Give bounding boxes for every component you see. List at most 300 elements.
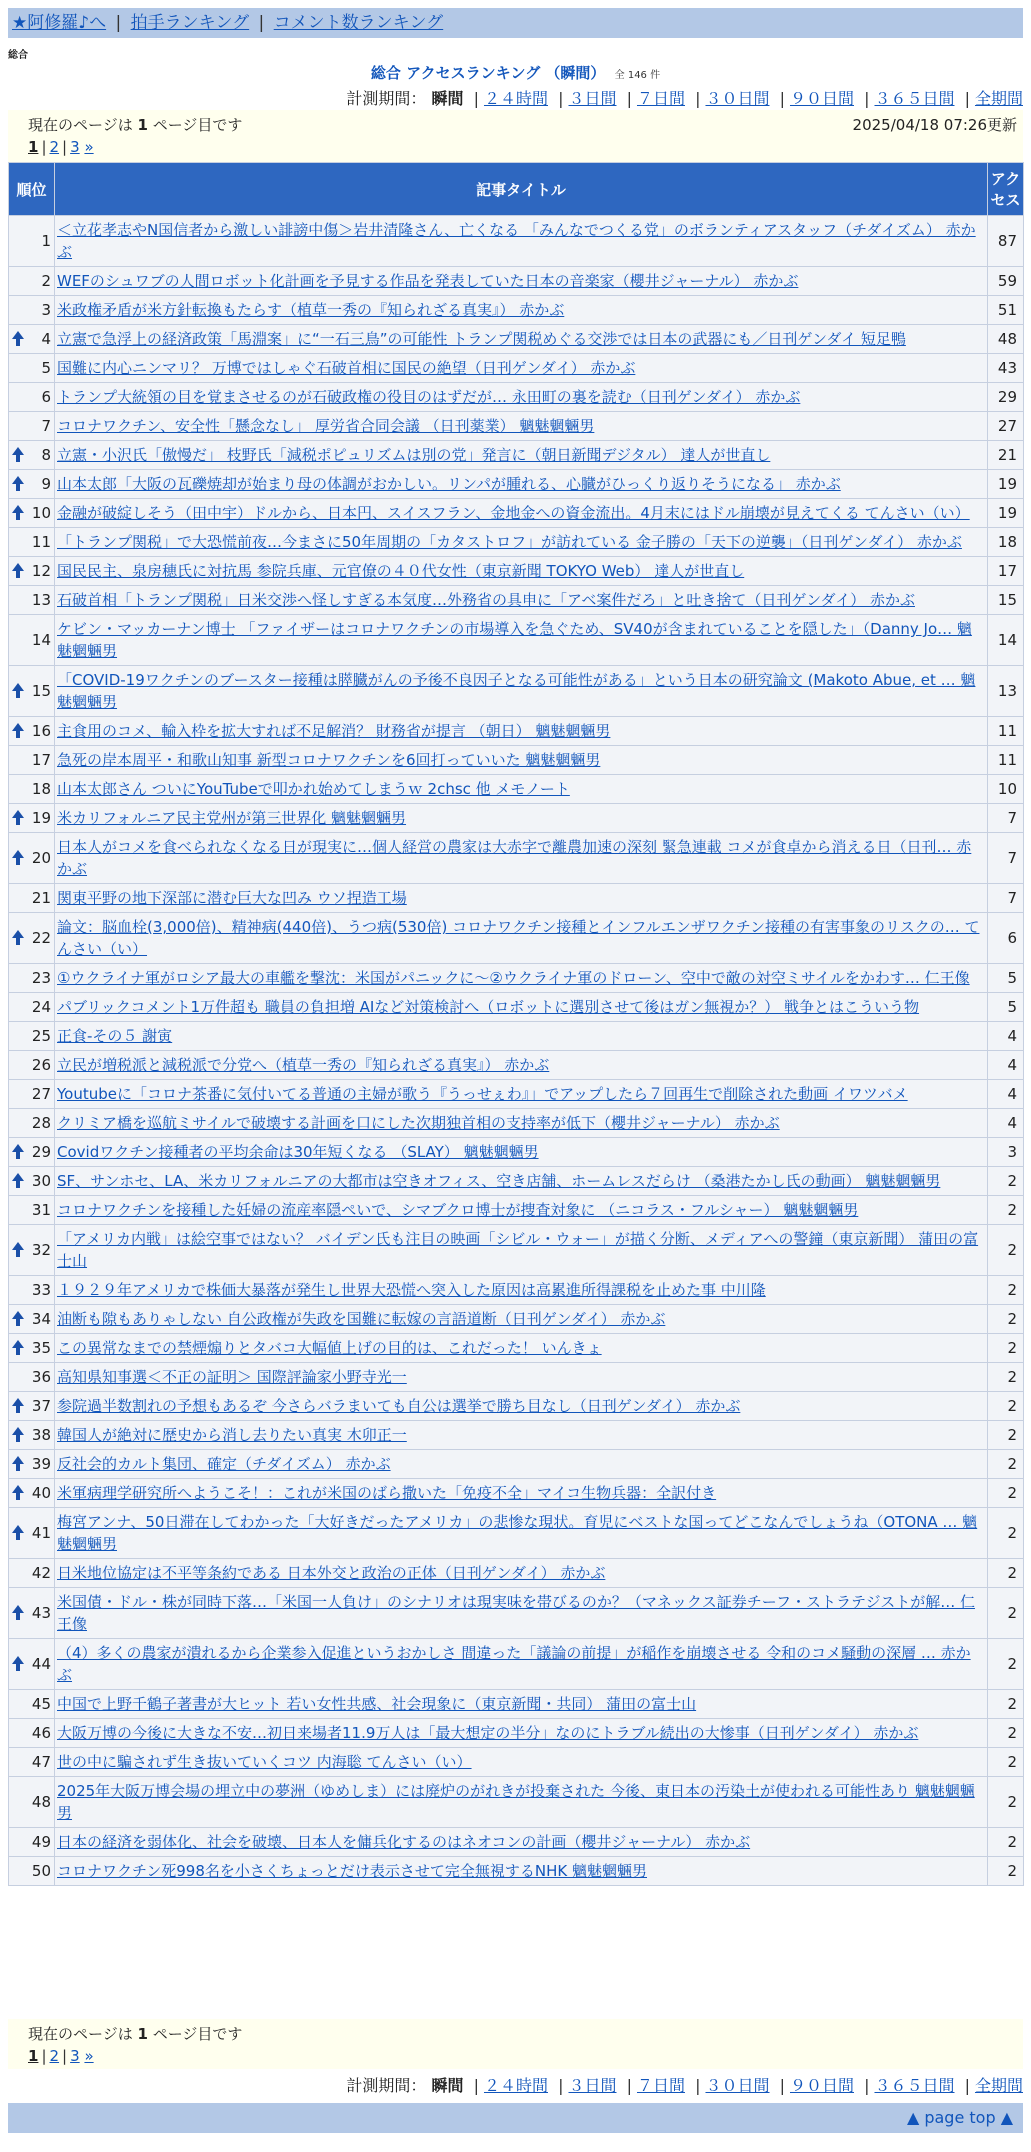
access-count: 2	[988, 1225, 1024, 1276]
rank-number: 17	[31, 751, 51, 769]
rank-cell	[9, 1392, 55, 1421]
rank-up-arrow-icon	[12, 563, 24, 571]
header-access: アクセス	[988, 163, 1024, 216]
rank-number: 50	[31, 1862, 51, 1880]
article-title-link[interactable]: 高知県知事選＜不正の証明＞ 国際評論家小野寺光一	[57, 1368, 407, 1386]
article-title-link[interactable]: 日米地位協定は不平等条約である 日本外交と政治の正体（日刊ゲンダイ） 赤かぶ	[57, 1564, 606, 1582]
access-count: 2	[988, 1450, 1024, 1479]
title-cell	[55, 717, 988, 746]
table-row	[9, 1588, 1024, 1639]
comment-ranking-link[interactable]: コメント数ランキング	[273, 13, 444, 33]
top-nav-bar	[8, 8, 1023, 38]
article-title-link[interactable]: 立憲・小沢氏「傲慢だ」 枝野氏「減税ポピュリズムは別の党」発言に（朝日新聞デジタル） 達人が世直し	[57, 446, 771, 464]
article-title-link[interactable]: WEFのシュワブの人間ロボット化計画を予見する作品を発表していた日本の音楽家（櫻井ジャーナル） 赤かぶ	[57, 272, 799, 290]
rank-cell	[9, 1450, 55, 1479]
rank-cell	[9, 1334, 55, 1363]
table-header-row	[9, 163, 1024, 216]
title-cell	[55, 1276, 988, 1305]
rank-up-arrow-icon	[12, 1311, 24, 1319]
page-next-link[interactable]: »	[84, 138, 94, 156]
rank-number: 40	[31, 1484, 51, 1502]
total-count: 全 146 件	[614, 70, 661, 81]
rank-number: 32	[31, 1241, 51, 1259]
rank-up-arrow-icon	[12, 331, 24, 339]
table-row	[9, 1334, 1024, 1363]
period-link-365d[interactable]: ３６５日間	[874, 2076, 955, 2095]
article-title-link[interactable]: 急死の岸本周平・和歌山知事 新型コロナワクチンを6回打っていいた 魑魅魍魎男	[57, 751, 601, 769]
article-title-link[interactable]: ①ウクライナ軍がロシア最大の車艦を撃沈：米国がパニックに～②ウクライナ軍のドローン、空中で敵の対空ミサイルをかわす… 仁王像	[57, 969, 970, 987]
rank-up-arrow-icon	[12, 1144, 24, 1152]
rank-number: 8	[41, 446, 51, 464]
access-count: 59	[988, 267, 1024, 296]
article-title-link[interactable]: 韓国人が絶対に歴史から消し去りたい真実 木卯正一	[57, 1426, 407, 1444]
rank-cell	[9, 1138, 55, 1167]
title-cell	[55, 528, 988, 557]
ranking-table-body	[9, 216, 1024, 1886]
title-cell	[55, 586, 988, 615]
title-cell	[55, 1748, 988, 1777]
rank-cell	[9, 1051, 55, 1080]
table-row	[9, 833, 1024, 884]
period-current: 瞬間	[431, 89, 464, 108]
title-cell	[55, 1334, 988, 1363]
rank-cell	[9, 296, 55, 325]
article-title-link[interactable]: パブリックコメント1万件超も 職員の負担増 AIなど対策検討へ（ロボットに選別させて後はガン無視か？） 戦争とはこういう物	[57, 998, 920, 1016]
article-title-link[interactable]: 2025年大阪万博会場の埋立中の夢洲（ゆめしま）には廃炉のがれきが投棄された 今後、東日本の汚染土が使われる可能性あり 魑魅魍魎男	[57, 1782, 975, 1822]
access-count: 19	[988, 499, 1024, 528]
period-link-3d[interactable]: ３日間	[568, 2076, 617, 2095]
access-count: 2	[988, 1421, 1024, 1450]
article-title-link[interactable]: 山本太郎「大阪の瓦礫焼却が始まり母の体調がおかしい。リンパが腫れる、心臓がひっくり返りそうになる」 赤かぶ	[57, 475, 841, 493]
rank-number: 28	[31, 1114, 51, 1132]
article-title-link[interactable]: 「トランプ関税」で大恐慌前夜…今まさに50年周期の「カタストロフ」が訪れている 金子勝の「天下の逆襲」（日刊ゲンダイ） 赤かぶ	[57, 533, 962, 551]
rank-number: 11	[31, 533, 51, 551]
rank-number: 37	[31, 1397, 51, 1415]
table-row	[9, 1196, 1024, 1225]
table-row	[9, 267, 1024, 296]
title-cell	[55, 804, 988, 833]
rank-up-arrow-icon	[12, 850, 24, 858]
title-cell	[55, 913, 988, 964]
article-title-link[interactable]: Youtubeに「コロナ茶番に気付いてる普通の主婦が歌う『うっせぇわ』」でアップしたら７回再生で削除された動画 イワツバメ	[57, 1085, 908, 1103]
page-status	[28, 2023, 1003, 2045]
title-cell	[55, 1508, 988, 1559]
nav-separator: |	[115, 13, 122, 33]
table-row	[9, 1022, 1024, 1051]
rank-cell	[9, 557, 55, 586]
rank-number: 19	[31, 809, 51, 827]
access-count: 15	[988, 586, 1024, 615]
rank-cell	[9, 1639, 55, 1690]
rank-up-arrow-icon	[12, 447, 24, 455]
article-title-link[interactable]: 参院過半数割れの予想もあるぞ 今さらバラまいても自公は選挙で勝ち目なし（日刊ゲンダイ） 赤かぶ	[57, 1397, 741, 1415]
rank-number: 1	[41, 232, 51, 250]
table-row	[9, 1719, 1024, 1748]
article-title-link[interactable]: 石破首相「トランプ関税」日米交渉へ怪しすぎる本気度…外務省の具申に「アベ案件だろ」と吐き捨て（日刊ゲンダイ） 赤かぶ	[57, 591, 915, 609]
rank-cell	[9, 499, 55, 528]
table-row	[9, 615, 1024, 666]
period-link-24h[interactable]: ２４時間	[483, 2076, 548, 2095]
rank-number: 12	[31, 562, 51, 580]
rank-cell	[9, 1479, 55, 1508]
table-row	[9, 1559, 1024, 1588]
article-title-link[interactable]: ＜立花孝志やN国信者から激しい誹謗中傷＞岩井清隆さん、亡くなる 「みんなでつくる党」のボランティアスタッフ（チダイズム） 赤かぶ	[57, 221, 976, 261]
rank-cell	[9, 1109, 55, 1138]
title-cell	[55, 775, 988, 804]
table-row	[9, 354, 1024, 383]
title-cell	[55, 666, 988, 717]
table-row	[9, 499, 1024, 528]
rank-number: 34	[31, 1310, 51, 1328]
access-count: 2	[988, 1167, 1024, 1196]
table-row	[9, 1305, 1024, 1334]
title-cell	[55, 499, 988, 528]
article-title-link[interactable]: （4）多くの農家が潰れるから企業参入促進というおかしさ 間違った「議論の前提」が稲作を崩壊させる 令和のコメ騒動の深層 … 赤かぶ	[57, 1644, 971, 1684]
period-current: 瞬間	[431, 2076, 464, 2095]
period-link-7d[interactable]: ７日間	[636, 89, 685, 108]
period-link-30d[interactable]: ３０日間	[705, 89, 770, 108]
rank-number: 13	[31, 591, 51, 609]
rank-cell	[9, 1167, 55, 1196]
table-row	[9, 412, 1024, 441]
page-link-2[interactable]: 2	[49, 2047, 60, 2065]
article-title-link[interactable]: コロナワクチン、安全性「懸念なし」 厚労省合同会議 （日刊薬業） 魑魅魍魎男	[57, 417, 595, 435]
title-cell	[55, 1022, 988, 1051]
rank-number: 18	[31, 780, 51, 798]
period-link-all[interactable]: 全期間	[974, 89, 1023, 108]
rank-up-arrow-icon	[12, 1605, 24, 1613]
page-status-prefix: 現在のページは	[28, 2025, 133, 2043]
home-link[interactable]: ★阿修羅♪へ	[12, 13, 107, 33]
table-row	[9, 666, 1024, 717]
article-title-link[interactable]: 米政権矛盾が米方針転換もたらす（植草一秀の『知られざる真実』） 赤かぶ	[57, 301, 565, 319]
table-row	[9, 1450, 1024, 1479]
table-row	[9, 441, 1024, 470]
access-count: 2	[988, 1588, 1024, 1639]
rank-cell	[9, 775, 55, 804]
access-count: 5	[988, 993, 1024, 1022]
access-count: 2	[988, 1196, 1024, 1225]
title-cell	[55, 470, 988, 499]
rank-number: 15	[31, 682, 51, 700]
access-count: 2	[988, 1857, 1024, 1886]
table-row	[9, 913, 1024, 964]
period-link-3d[interactable]: ３日間	[568, 89, 617, 108]
article-title-link[interactable]: ケビン・マッカーナン博士 「ファイザーはコロナワクチンの市場導入を急ぐため、SV40が含まれていることを隠した」（Danny Jo… 魑魅魍魎男	[57, 620, 972, 660]
title-cell	[55, 1080, 988, 1109]
page-status-prefix: 現在のページは	[28, 116, 133, 134]
article-title-link[interactable]: 主食用のコメ、輸入枠を拡大すれば不足解消？ 財務省が提言 （朝日） 魑魅魍魎男	[57, 722, 611, 740]
rank-cell	[9, 615, 55, 666]
title-cell	[55, 1588, 988, 1639]
rank-number: 21	[31, 889, 51, 907]
rank-number: 22	[31, 929, 51, 947]
rank-cell	[9, 354, 55, 383]
table-row	[9, 964, 1024, 993]
rank-number: 39	[31, 1455, 51, 1473]
rank-cell	[9, 1276, 55, 1305]
article-title-link[interactable]: 金融が破綻しそう（田中宇）ドルから、日本円、スイスフラン、金地金への資金流出。4月末にはドル崩壊が見えてくる てんさい（い）	[57, 504, 970, 522]
table-row	[9, 1051, 1024, 1080]
rank-number: 7	[41, 417, 51, 435]
table-row	[9, 1167, 1024, 1196]
access-count: 17	[988, 557, 1024, 586]
rank-number: 5	[41, 359, 51, 377]
access-count: 5	[988, 964, 1024, 993]
genre-label: 総合	[8, 50, 28, 61]
table-row	[9, 1508, 1024, 1559]
title-cell	[55, 1857, 988, 1886]
access-count: 2	[988, 1828, 1024, 1857]
article-title-link[interactable]: 正食-その５ 謝寅	[57, 1027, 173, 1045]
title-cell	[55, 1167, 988, 1196]
rank-up-arrow-icon	[12, 476, 24, 484]
rank-number: 6	[41, 388, 51, 406]
article-title-link[interactable]: 立憲で急浮上の経済政策「馬淵案」に“一石三鳥”の可能性 トランプ関税めぐる交渉では日本の武器にも／日刊ゲンダイ 短足鴨	[57, 330, 906, 348]
article-title-link[interactable]: 「COVID-19ワクチンのブースター接種は膵臓がんの予後不良因子となる可能性がある」という日本の研究論文 (Makoto Abue, et … 魑魅魍魎男	[57, 671, 976, 711]
table-row	[9, 1138, 1024, 1167]
access-count: 2	[988, 1276, 1024, 1305]
title-cell	[55, 1051, 988, 1080]
title-cell	[55, 1138, 988, 1167]
rank-number: 47	[31, 1753, 51, 1771]
rank-number: 10	[31, 504, 51, 522]
rank-cell	[9, 913, 55, 964]
article-title-link[interactable]: 関東平野の地下深部に潜む巨大な凹み ウソ捏造工場	[57, 889, 407, 907]
rank-number: 23	[31, 969, 51, 987]
page-next-link[interactable]: »	[84, 2047, 94, 2065]
article-title-link[interactable]: 国難に内心ニンマリ？ 万博ではしゃぐ石破首相に国民の絶望（日刊ゲンダイ） 赤かぶ	[57, 359, 636, 377]
title-cell	[55, 1690, 988, 1719]
access-count: 13	[988, 666, 1024, 717]
access-count: 2	[988, 1559, 1024, 1588]
rank-number: 29	[31, 1143, 51, 1161]
article-title-link[interactable]: 梅宮アンナ、50日滞在してわかった「大好きだったアメリカ」の悲惨な現状。育児にベストな国ってどこなんでしょうね（OTONA … 魑魅魍魎男	[57, 1513, 978, 1553]
title-cell	[55, 267, 988, 296]
article-title-link[interactable]: 立民が増税派と減税派で分党へ（植草一秀の『知られざる真実』） 赤かぶ	[57, 1056, 550, 1074]
rank-number: 38	[31, 1426, 51, 1444]
article-title-link[interactable]: 日本人がコメを食べられなくなる日が現実に…個人経営の農家は大赤字で離農加速の深刻 緊急連載 コメが食卓から消える日（日刊… 赤かぶ	[57, 838, 972, 878]
article-title-link[interactable]: 日本の経済を弱体化、社会を破壊、日本人を傭兵化するのはネオコンの計画（櫻井ジャーナル） 赤かぶ	[57, 1833, 751, 1851]
article-title-link[interactable]: 中国で上野千鶴子著書が大ヒット 若い女性共感、社会現象に（東京新聞・共同） 蒲田の富士山	[57, 1695, 697, 1713]
rank-number: 4	[41, 330, 51, 348]
period-link-90d[interactable]: ９０日間	[789, 89, 854, 108]
rank-up-arrow-icon	[12, 1427, 24, 1435]
rank-number: 44	[31, 1655, 51, 1673]
article-title-link[interactable]: この異常なまでの禁煙煽りとタバコ大幅値上げの目的は、これだった！ いんきょ	[57, 1339, 602, 1357]
access-count: 4	[988, 1080, 1024, 1109]
title-cell	[55, 1109, 988, 1138]
article-title-link[interactable]: 大阪万博の今後に大きな不安…初日来場者11.9万人は「最大想定の半分」なのにトラブル続出の大惨事（日刊ゲンダイ） 赤かぶ	[57, 1724, 919, 1742]
rank-cell	[9, 1421, 55, 1450]
rank-cell	[9, 717, 55, 746]
page-status-number: 1	[137, 116, 148, 134]
period-link-7d[interactable]: ７日間	[636, 2076, 685, 2095]
table-row	[9, 470, 1024, 499]
title-cell	[55, 1639, 988, 1690]
article-title-link[interactable]: コロナワクチン死998名を小さくちょっとだけ表示させて完全無視するNHK 魑魅魍魎男	[57, 1862, 647, 1880]
article-title-link[interactable]: トランプ大統領の目を覚まさせるのが石破政権の役目のはずだが… 永田町の裏を読む（日刊ゲンダイ） 赤かぶ	[57, 388, 801, 406]
table-row	[9, 1225, 1024, 1276]
rank-cell	[9, 441, 55, 470]
article-title-link[interactable]: 山本太郎さん ついにYouTubeで叩かれ始めてしまうｗ 2chsc 他 メモノート	[57, 780, 570, 798]
table-row	[9, 1080, 1024, 1109]
rank-number: 25	[31, 1027, 51, 1045]
rank-cell	[9, 528, 55, 557]
period-link-30d[interactable]: ３０日間	[705, 2076, 770, 2095]
rank-up-arrow-icon	[12, 505, 24, 513]
table-row	[9, 1109, 1024, 1138]
table-row	[9, 717, 1024, 746]
table-row	[9, 1392, 1024, 1421]
title-cell	[55, 1479, 988, 1508]
article-title-link[interactable]: 世の中に騙されず生き抜いていくコツ 内海聡 てんさい（い）	[57, 1753, 472, 1771]
article-title-link[interactable]: １９２９年アメリカで株価大暴落が発生し世界大恐慌へ突入した原因は高累進所得課税を止めた事 中川隆	[57, 1281, 766, 1299]
title-cell	[55, 833, 988, 884]
rank-number: 42	[31, 1564, 51, 1582]
rank-number: 33	[31, 1281, 51, 1299]
header-title: 記事タイトル	[55, 163, 988, 216]
rank-number: 31	[31, 1201, 51, 1219]
access-count: 7	[988, 804, 1024, 833]
rank-cell	[9, 1080, 55, 1109]
title-cell	[55, 441, 988, 470]
access-count: 51	[988, 296, 1024, 325]
access-count: 2	[988, 1748, 1024, 1777]
rank-cell	[9, 1363, 55, 1392]
access-count: 87	[988, 216, 1024, 267]
page-status-suffix: ページ目です	[152, 116, 243, 134]
table-row	[9, 1363, 1024, 1392]
table-row	[9, 557, 1024, 586]
rank-cell	[9, 325, 55, 354]
access-count: 3	[988, 1138, 1024, 1167]
period-link-90d[interactable]: ９０日間	[789, 2076, 854, 2095]
access-count: 2	[988, 1639, 1024, 1690]
period-label: 計測期間：	[346, 2076, 427, 2095]
rank-number: 30	[31, 1172, 51, 1190]
title-cell	[55, 1305, 988, 1334]
rank-number: 24	[31, 998, 51, 1016]
article-title-link[interactable]: 米国債・ドル・株が同時下落…「米国一人負け」のシナリオは現実味を帯びるのか？（マネックス証券チーフ・ストラテジストが解… 仁王像	[57, 1593, 975, 1633]
rank-up-arrow-icon	[12, 1242, 24, 1250]
page-link-3[interactable]: 3	[70, 138, 80, 156]
title-cell	[55, 746, 988, 775]
title-cell	[55, 1777, 988, 1828]
article-title-link[interactable]: 反社会的カルト集団、確定（チダイズム） 赤かぶ	[57, 1455, 391, 1473]
page-status-number: 1	[137, 2025, 148, 2043]
page-title	[0, 62, 1031, 83]
ranking-table	[8, 162, 1024, 1886]
article-title-link[interactable]: 油断も隙もありゃしない 自公政権が失政を国難に転嫁の言語道断（日刊ゲンダイ） 赤かぶ	[57, 1310, 666, 1328]
footer-bar	[8, 2103, 1023, 2133]
pager-bottom	[8, 2019, 1023, 2069]
title-cell	[55, 1421, 988, 1450]
rank-cell	[9, 1508, 55, 1559]
access-count: 2	[988, 1392, 1024, 1421]
article-title-link[interactable]: 国民民主、泉房穂氏に対抗馬 参院兵庫、元官僚の４０代女性（東京新聞 TOKYO Web） 達人が世直し	[57, 562, 745, 580]
period-link-24h[interactable]: ２４時間	[483, 89, 548, 108]
rank-cell	[9, 993, 55, 1022]
rank-number: 3	[41, 301, 51, 319]
updated-timestamp: 2025/04/18 07:26更新	[852, 116, 1017, 134]
table-row	[9, 1639, 1024, 1690]
title-cell	[55, 1450, 988, 1479]
title-cell	[55, 964, 988, 993]
access-count: 21	[988, 441, 1024, 470]
period-link-365d[interactable]: ３６５日間	[874, 89, 955, 108]
article-title-link[interactable]: Covidワクチン接種者の平均余命は30年短くなる （SLAY） 魑魅魍魎男	[57, 1143, 539, 1161]
title-cell	[55, 1559, 988, 1588]
page-top-link[interactable]: ▲ page top ▲	[906, 2108, 1013, 2127]
table-row	[9, 1690, 1024, 1719]
rank-up-arrow-icon	[12, 1340, 24, 1348]
applause-ranking-link[interactable]: 拍手ランキング	[130, 13, 250, 33]
rank-number: 36	[31, 1368, 51, 1386]
article-title-link[interactable]: クリミア橋を巡航ミサイルで破壊する計画を口にした次期独首相の支持率が低下（櫻井ジャーナル） 赤かぶ	[57, 1114, 780, 1132]
article-title-link[interactable]: 論文：脳血栓(3,000倍)、精神病(440倍)、うつ病(530倍) コロナワクチン接種とインフルエンザワクチン接種の有害事象のリスクの… てんさい（い）	[57, 918, 980, 958]
period-link-all[interactable]: 全期間	[974, 2076, 1023, 2095]
rank-up-arrow-icon	[12, 1173, 24, 1181]
title-cell	[55, 615, 988, 666]
title-cell	[55, 325, 988, 354]
title-cell	[55, 1828, 988, 1857]
access-count: 2	[988, 1479, 1024, 1508]
rank-cell	[9, 1588, 55, 1639]
article-title-link[interactable]: 米カリフォルニア民主党州が第三世界化 魑魅魍魎男	[57, 809, 407, 827]
table-row	[9, 1479, 1024, 1508]
access-count: 2	[988, 1508, 1024, 1559]
title-cell	[55, 354, 988, 383]
access-count: 43	[988, 354, 1024, 383]
rank-cell	[9, 884, 55, 913]
rank-cell	[9, 666, 55, 717]
table-row	[9, 383, 1024, 412]
pagination: 1 | 2 | 3 »	[28, 138, 94, 156]
table-row	[9, 528, 1024, 557]
article-title-link[interactable]: SF、サンホセ、LA、米カリフォルニアの大都市は空きオフィス、空き店舗、ホームレスだらけ （桑港たかし氏の動画） 魑魅魍魎男	[57, 1172, 941, 1190]
article-title-link[interactable]: コロナワクチンを接種した妊婦の流産率隠ぺいで、シマブクロ博士が捜査対象に （ニコラス・フルシャー） 魑魅魍魎男	[57, 1201, 859, 1219]
title-cell	[55, 1363, 988, 1392]
article-title-link[interactable]: 「アメリカ内戦」は絵空事ではない？ バイデン氏も注目の映画「シビル・ウォー」が描く分断、メディアへの警鐘（東京新聞） 蒲田の富士山	[57, 1230, 979, 1270]
rank-cell	[9, 1690, 55, 1719]
access-count: 29	[988, 383, 1024, 412]
table-row	[9, 1777, 1024, 1828]
rank-cell	[9, 1305, 55, 1334]
rank-number: 49	[31, 1833, 51, 1851]
page-link-3[interactable]: 3	[70, 2047, 80, 2065]
title-cell	[55, 1225, 988, 1276]
table-row	[9, 746, 1024, 775]
table-row	[9, 1421, 1024, 1450]
rank-cell	[9, 383, 55, 412]
rank-cell	[9, 586, 55, 615]
rank-number: 27	[31, 1085, 51, 1103]
rank-cell	[9, 746, 55, 775]
rank-number: 20	[31, 849, 51, 867]
access-count: 11	[988, 717, 1024, 746]
rank-cell	[9, 1719, 55, 1748]
rank-number: 48	[31, 1793, 51, 1811]
access-count: 2	[988, 1690, 1024, 1719]
rank-cell	[9, 470, 55, 499]
rank-number: 43	[31, 1604, 51, 1622]
nav-separator: |	[258, 13, 265, 33]
page-link-2[interactable]: 2	[49, 138, 60, 156]
article-title-link[interactable]: 米軍病理学研究所へようこそ！：これが米国のばら撒いた「免疫不全」マイコ生物兵器：全訳付き	[57, 1484, 717, 1502]
title-cell	[55, 557, 988, 586]
rank-up-arrow-icon	[12, 810, 24, 818]
